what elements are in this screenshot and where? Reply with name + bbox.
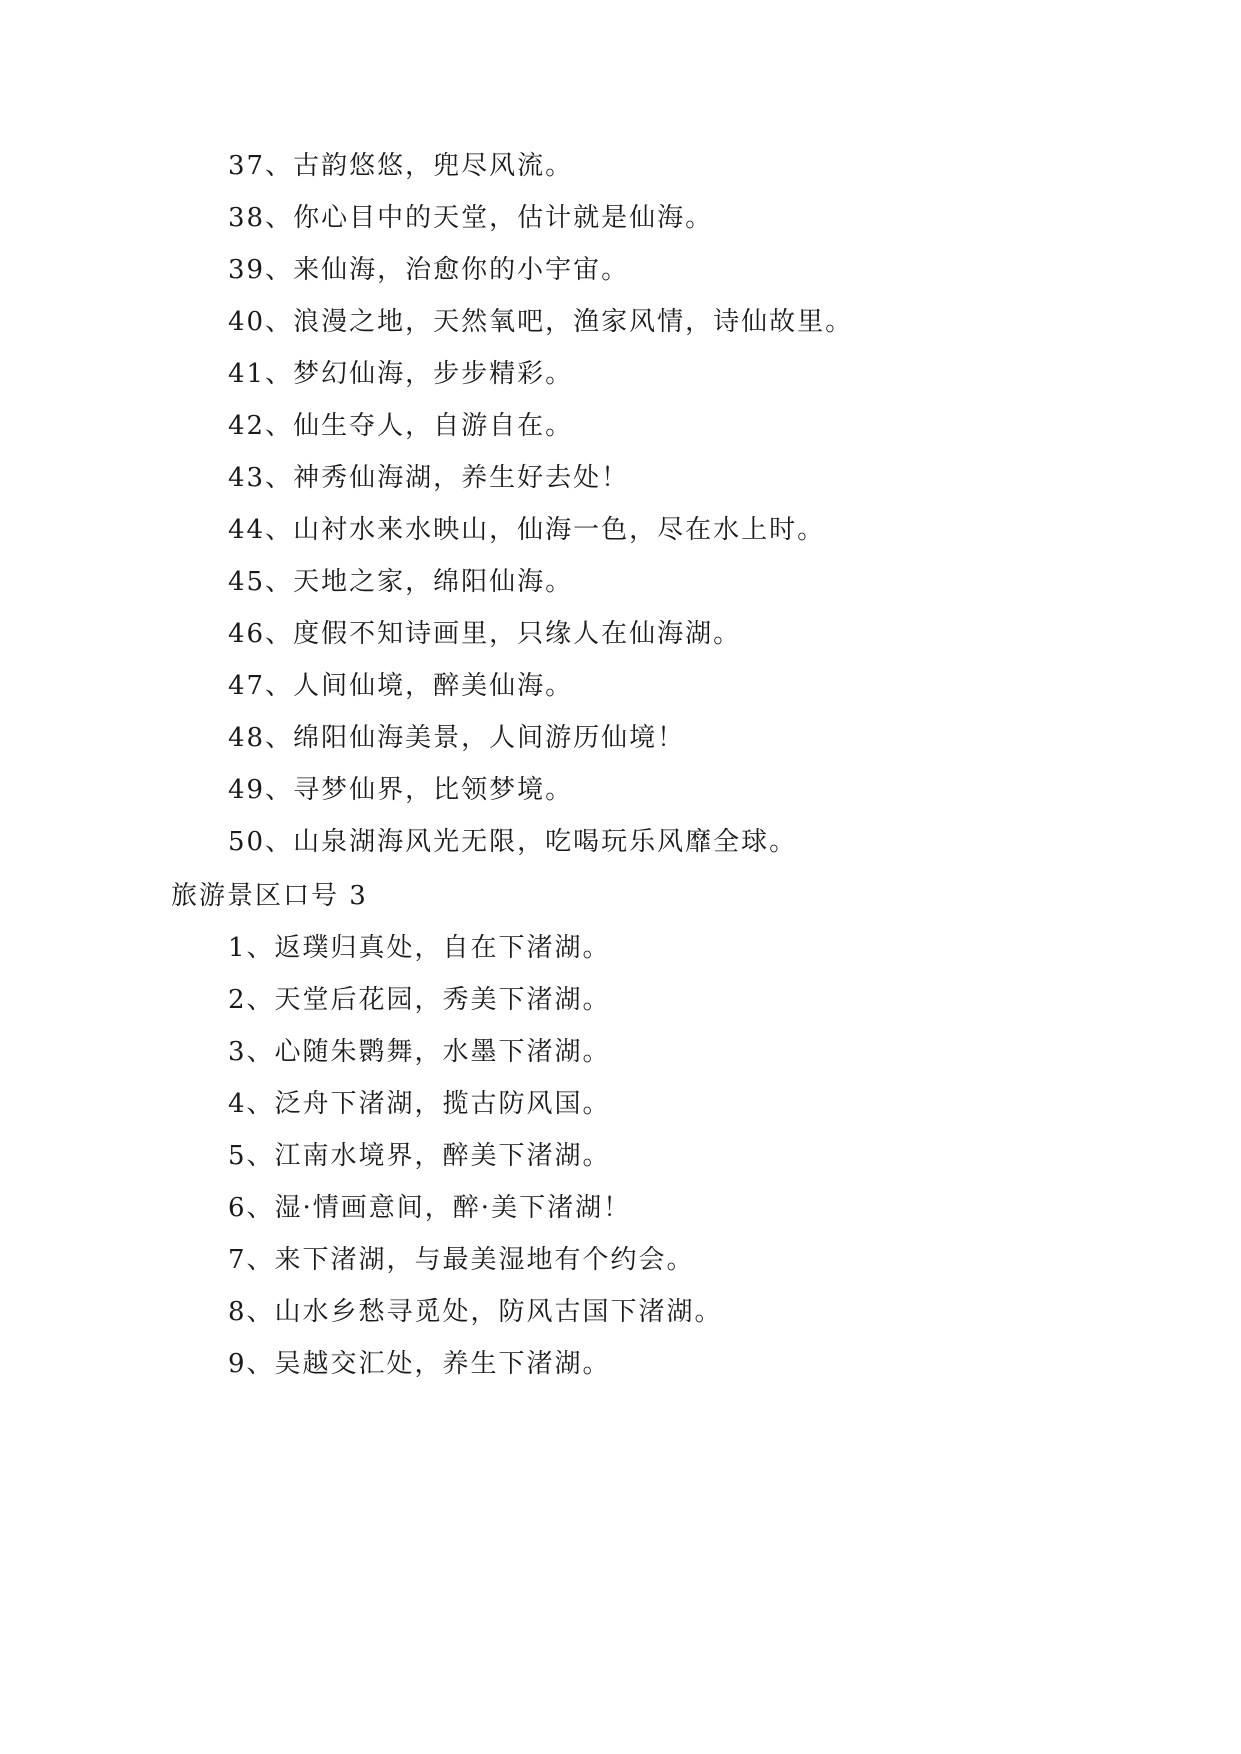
slogan-item-38: 38、你心目中的天堂，估计就是仙海。: [228, 203, 714, 233]
slogan-item-37: 37、古韵悠悠，兜尽风流。: [228, 151, 574, 181]
slogan-item-46: 46、度假不知诗画里，只缘人在仙海湖。: [228, 619, 742, 649]
slogan-item-48: 48、绵阳仙海美景，人间游历仙境！: [228, 723, 686, 753]
slogan-item-9: 9、吴越交汇处，养生下渚湖。: [228, 1349, 611, 1379]
slogan-item-43: 43、神秀仙海湖，养生好去处！: [228, 463, 630, 493]
slogan-item-41: 41、梦幻仙海，步步精彩。: [228, 359, 574, 389]
slogan-item-4: 4、泛舟下渚湖，揽古防风国。: [228, 1089, 611, 1119]
slogan-item-39: 39、来仙海，治愈你的小宇宙。: [228, 255, 630, 285]
slogan-item-40: 40、浪漫之地，天然氧吧，渔家风情，诗仙故里。: [228, 307, 854, 337]
slogan-item-47: 47、人间仙境，醉美仙海。: [228, 671, 574, 701]
slogan-item-1: 1、返璞归真处，自在下渚湖。: [228, 933, 611, 963]
slogan-item-2: 2、天堂后花园，秀美下渚湖。: [228, 985, 611, 1015]
slogan-item-5: 5、江南水境界，醉美下渚湖。: [228, 1141, 611, 1171]
slogan-item-8: 8、山水乡愁寻觅处，防风古国下渚湖。: [228, 1297, 723, 1327]
slogan-item-42: 42、仙生夺人，自游自在。: [228, 411, 574, 441]
slogan-item-49: 49、寻梦仙界，比领梦境。: [228, 775, 574, 805]
slogan-item-44: 44、山衬水来水映山，仙海一色，尽在水上时。: [228, 515, 826, 545]
slogan-item-7: 7、来下渚湖，与最美湿地有个约会。: [228, 1245, 695, 1275]
slogan-item-50: 50、山泉湖海风光无限，吃喝玩乐风靡全球。: [228, 827, 798, 857]
slogan-item-45: 45、天地之家，绵阳仙海。: [228, 567, 574, 597]
slogan-item-6: 6、湿·情画意间，醉·美下渚湖！: [228, 1193, 632, 1223]
slogan-item-3: 3、心随朱鹮舞，水墨下渚湖。: [228, 1037, 611, 1067]
section-heading: 旅游景区口号 3: [171, 881, 368, 911]
